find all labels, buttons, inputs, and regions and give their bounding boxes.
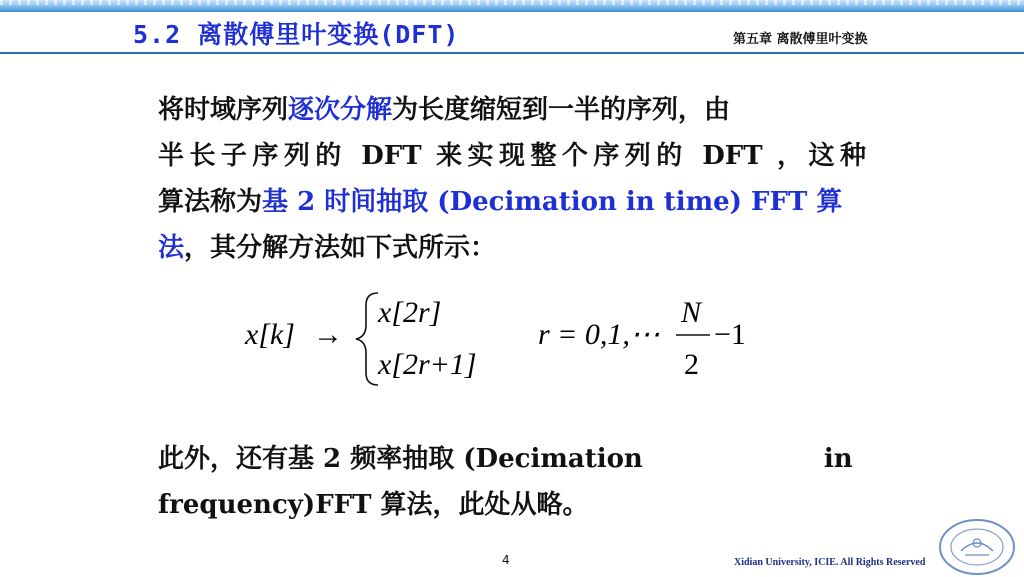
text-segment: 为长度缩短到一半的序列，由 <box>392 95 731 125</box>
fraction-denominator: 2 <box>684 348 699 381</box>
paragraph-line-3 <box>158 179 866 225</box>
formula-arrow: → <box>313 318 343 351</box>
paragraph-line-2: 半长子序列的 DFT 来实现整个序列的 DFT ，这种 <box>158 141 866 171</box>
paragraph2-line-2: frequency)FFT 算法，此处从略。 <box>158 490 589 520</box>
decomposition-formula <box>240 285 800 395</box>
paragraph-decimation-in-frequency <box>158 436 866 528</box>
paragraph-line-1 <box>158 87 866 133</box>
paragraph-decimation-in-time <box>158 87 866 271</box>
formula-suffix: −1 <box>714 318 746 351</box>
fraction-numerator: N <box>681 296 702 329</box>
text-segment: 将时域序列 <box>158 95 289 125</box>
university-seal-logo <box>937 517 1017 577</box>
left-brace <box>356 293 378 385</box>
slide-title: 5.2 离散傅里叶变换(DFT) <box>133 20 460 49</box>
formula-lhs: x[k] <box>245 318 295 351</box>
highlight-fa: 法 <box>158 233 185 263</box>
paragraph-line-4 <box>158 225 866 271</box>
page-number: 4 <box>502 553 510 567</box>
footer-copyright: Xidian University, ICIE. All Rights Reserved <box>734 557 926 568</box>
title-divider <box>0 52 1024 54</box>
formula-top-branch: x[2r] <box>378 296 442 329</box>
highlight-successive-decomposition: 逐次分解 <box>288 95 393 125</box>
formula-bottom-branch: x[2r+1] <box>378 348 477 381</box>
text-segment: 算法称为 <box>158 187 263 217</box>
paragraph2-line-1: 此外，还有基 2 频率抽取 (Decimation in <box>158 444 853 474</box>
formula-range: r = 0,1,⋯ <box>538 318 660 351</box>
chapter-label: 第五章 离散傅里叶变换 <box>733 32 868 47</box>
top-decorative-band <box>0 0 1024 12</box>
text-segment: ，其分解方法如下式所示： <box>184 233 497 263</box>
highlight-dit-fft: 基 2 时间抽取 (Decimation in time) FFT 算 <box>262 187 843 217</box>
